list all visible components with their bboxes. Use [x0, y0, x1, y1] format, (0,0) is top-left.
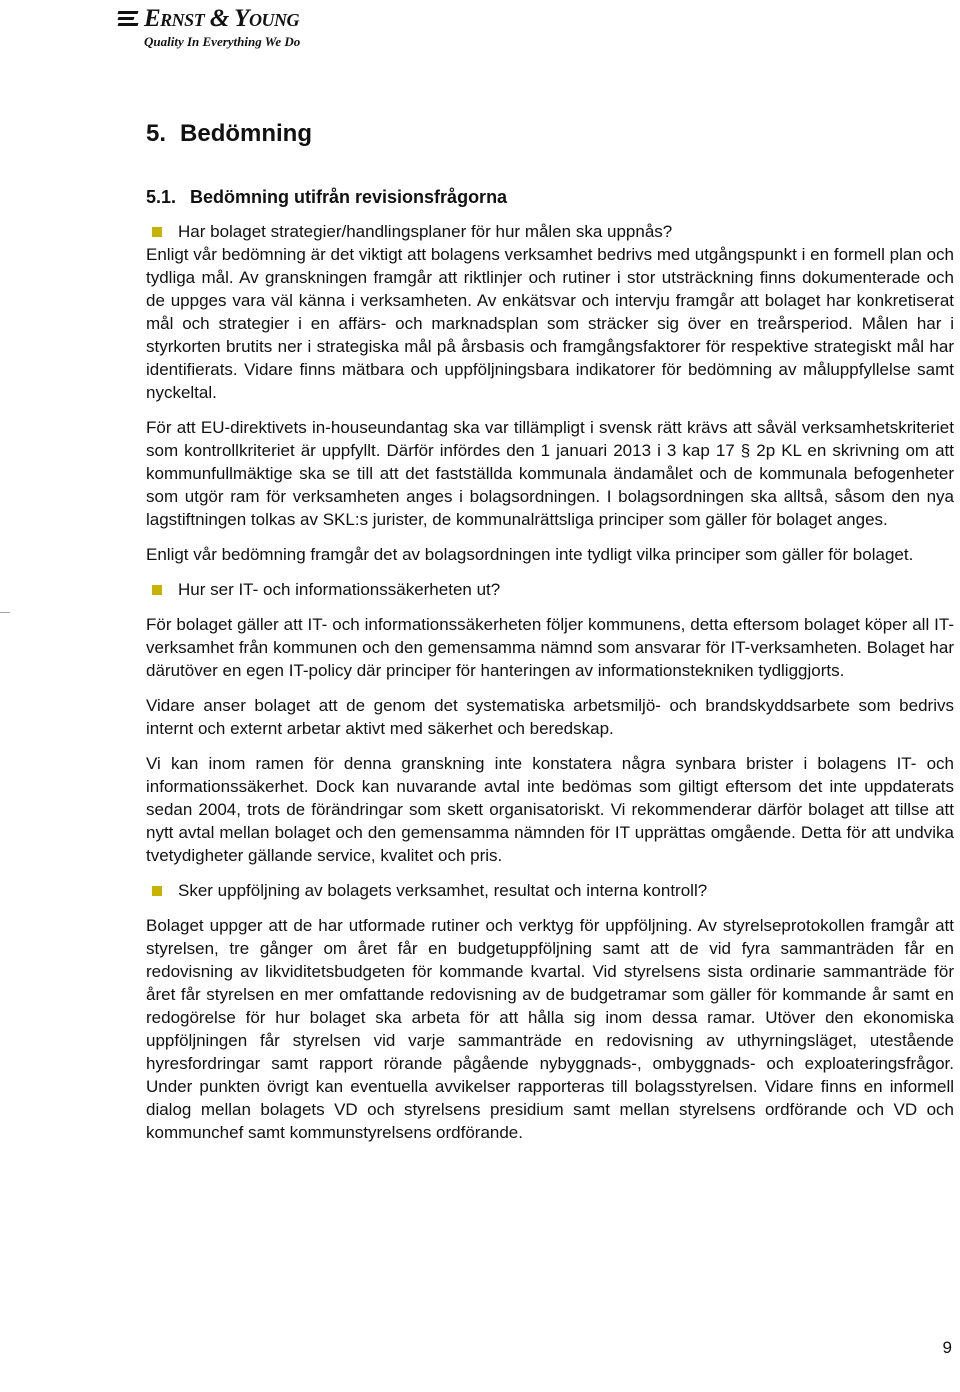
question-item [146, 220, 954, 243]
margin-mark [0, 612, 10, 613]
body-content [146, 220, 954, 1144]
question-text: Hur ser IT- och informationssäkerheten ut? [178, 580, 501, 599]
page-number: 9 [942, 1338, 952, 1357]
paragraph: Bolaget uppger att de har utformade rutiner och verktyg för uppföljning. Av styrelseprotokollen framgår att styrelsen, tre gånger om året får en budgetuppföljning samt att de vid fyra sammanträden får en redovisning av likviditetsbudgeten för kommande kvartal. Vid styrelsens sista ordinarie sammanträde för året får styrelsen en mer omfattande redovisning av de budgetramar som gäller för kommande år samt en redogörelse för hur bolaget ska arbeta för att hålla sig inom dessa ramar. Utöver den ekonomiska uppföljningen får styrelsen vid varje sammanträde en redovisning av uthyrningsläget, utestående hyresfordringar samt rapport rörande pågående nybyggnads-, ombyggnads- och exploateringsfrågor. Under punkten övrigt kan eventuella avvikelser rapporteras till bolagsstyrelsen. Vidare finns en informell dialog mellan bolagets VD och styrelsens presidium samt mellan styrelsens ordförande och VD och kommunchef samt kommunstyrelsens ordförande. [146, 916, 954, 1142]
bullet-square-icon [152, 886, 162, 896]
logo-mark-icon [118, 9, 140, 29]
subsection-title: Bedömning utifrån revisionsfrågorna [190, 187, 508, 207]
company-tagline: Quality In Everything We Do [144, 34, 301, 49]
section-title: Bedömning [180, 120, 313, 147]
section-heading [146, 120, 312, 148]
paragraph: För att EU-direktivets in-houseundantag ska var tillämpligt i svensk rätt krävs att såväl verksamhetskriteriet som kontrollkriteriet är uppfyllt. Därför infördes den 1 januari 2013 i 3 kap 17 § 2p KL en skrivning om att kommunfullmäktige ska se till att det fastställda kommunala ändamålet och de kommunala befogenheter som utgör ram för verksamheten anges i bolagsordningen. I bolagsordningen ska alltså, såsom den nya lagstiftningen tolkas av SKL:s jurister, de kommunalrättsliga principer som gäller för bolaget anges. [146, 418, 954, 529]
paragraph: Vidare anser bolaget att de genom det systematiska arbetsmiljö- och brandskyddsarbete som bedrivs internt och externt arbetar aktivt med säkerhet och beredskap. [146, 696, 954, 738]
paragraph: Enligt vår bedömning framgår det av bolagsordningen inte tydligt vilka principer som gäller för bolaget. [146, 545, 914, 564]
company-name: Ernst & Young [144, 5, 299, 32]
bullet-square-icon [152, 227, 162, 237]
question-item [146, 578, 954, 601]
section-number: 5. [146, 120, 167, 147]
subsection-number: 5.1. [146, 187, 177, 207]
paragraph: För bolaget gäller att IT- och informationssäkerheten följer kommunens, detta eftersom bolaget köper all IT-verksamhet från kommunen och den gemensamma nämnd som ansvarar för IT-verksamheten. Bolaget har därutöver en egen IT-policy där principer för hanteringen av informationstekniken tydliggjorts. [146, 615, 954, 680]
question-item [146, 879, 954, 902]
company-logo [118, 6, 300, 50]
question-text: Sker uppföljning av bolagets verksamhet, resultat och interna kontroll? [178, 881, 708, 900]
question-text: Har bolaget strategier/handlingsplaner för hur målen ska uppnås? [178, 222, 673, 241]
bullet-square-icon [152, 585, 162, 595]
paragraph: Vi kan inom ramen för denna granskning inte konstatera några synbara brister i bolagens IT- och informationssäkerhet. Dock kan nuvarande avtal inte bedömas som giltigt eftersom det inte uppdaterats sedan 2004, trots de förändringar som skett organisatoriskt. Vi rekommenderar därför bolaget att tillse att nytt avtal mellan bolaget och den gemensamma nämnden för IT upprättas omgående. Detta för att undvika tvetydigheter gällande service, kvalitet och pris. [146, 754, 954, 865]
subsection-heading [146, 187, 507, 208]
paragraph: Enligt vår bedömning är det viktigt att bolagens verksamhet bedrivs med utgångspunkt i en formell plan och tydliga mål. Av granskningen framgår att riktlinjer och rutiner i stor utsträckning finns dokumenterade och de uppges vara väl känna i verksamheten. Av enkätsvar och intervju framgår att bolaget har konkretiserat mål och strategier i en affärs- och marknadsplan som sträcker sig över en treårsperiod. Målen har i styrkorten brutits ner i strategiska mål på årsbasis och framgångsfaktorer för respektive strategiskt mål har identifierats. Vidare finns mätbara och uppföljningsbara indikatorer för bedömning av måluppfyllelse samt nyckeltal. [146, 245, 954, 402]
